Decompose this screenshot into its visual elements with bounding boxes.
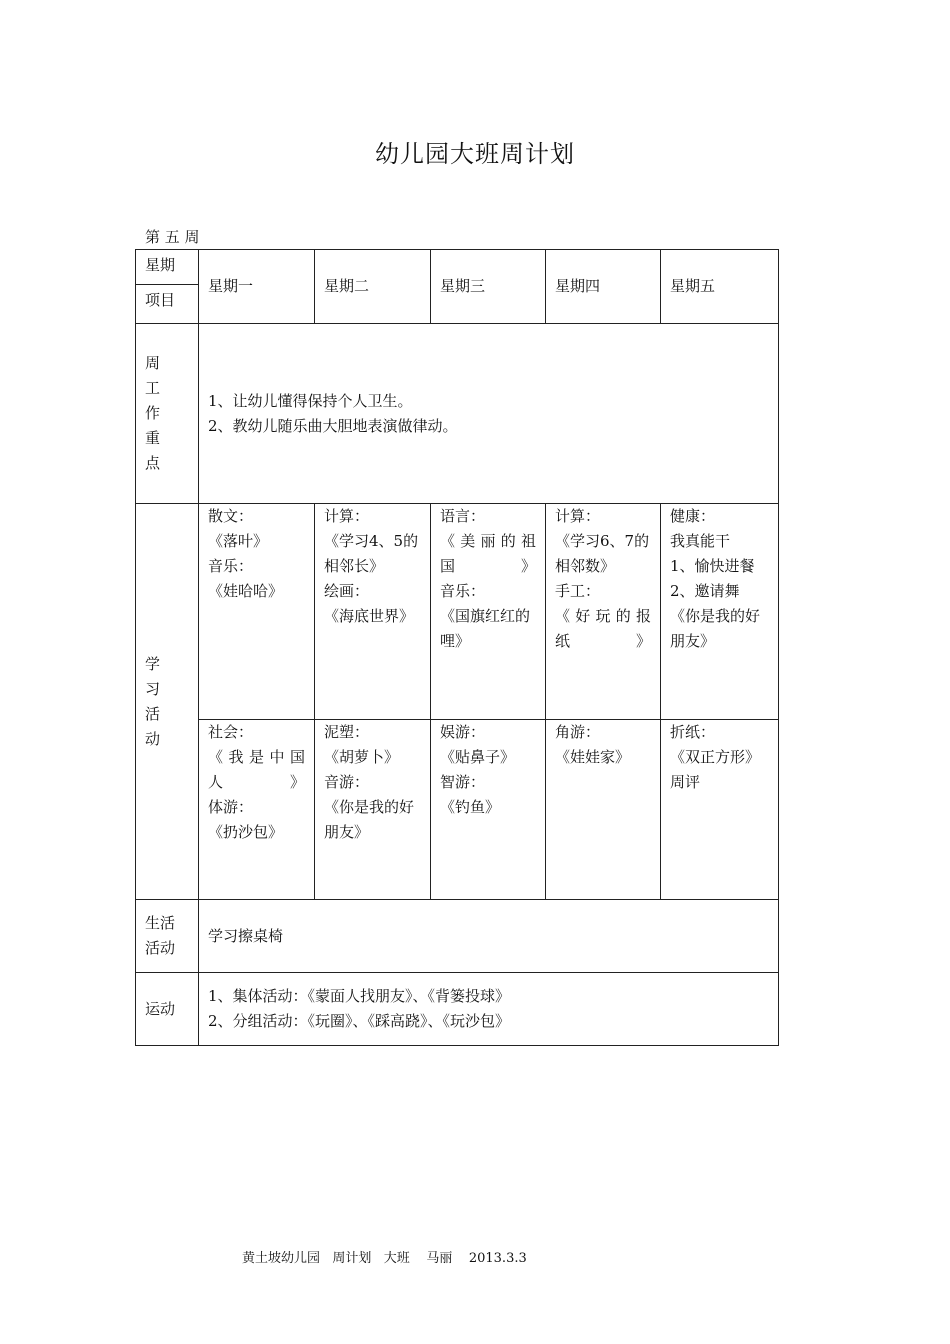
activity-line: 《我是中国人》 [208,748,305,791]
focus-line: 1、让幼儿懂得保持个人卫生。 [208,391,413,410]
focus-label-char: 重 [145,429,161,447]
focus-line: 2、教幼儿随乐曲大胆地表演做律动。 [208,416,458,435]
day-header-thu: 星期四 [546,250,661,324]
activity-line: 手工： [555,582,601,600]
focus-label-char: 作 [145,404,161,422]
study-row-1 [136,504,779,720]
activity-line: 语言： [440,507,486,525]
activity-line: 《扔沙包》 [208,823,284,841]
activity-line: 散文： [208,507,254,525]
life-content-cell: 学习擦桌椅 [199,900,779,973]
life-label-line: 活动 [145,939,176,957]
activity-line: 《娃娃家》 [555,748,631,766]
activity-line: 周评 [670,773,701,791]
document-title: 幼儿园大班周计划 [375,140,575,168]
activity-line: 折纸： [670,723,716,741]
activity-line: 泥塑： [324,723,370,741]
activity-line: 《国旗红红的哩》 [440,607,531,650]
focus-label-char: 工 [145,379,161,397]
study-cell-wed-2 [431,720,546,900]
activity-line: 音乐： [208,557,254,575]
activity-line: 1、愉快进餐 [670,557,755,575]
sport-line: 2、分组活动：《玩圈》、《踩高跷》、《玩沙包》 [208,1012,511,1030]
activity-line: 绘画： [324,582,370,600]
header-corner-cell [136,250,199,324]
focus-label-char: 周 [145,354,161,372]
activity-line: 《贴鼻子》 [440,748,516,766]
study-label-char: 动 [145,729,161,748]
study-label-char: 习 [145,679,161,698]
study-cell-wed-1 [431,504,546,720]
activity-line: 娱游： [440,723,486,741]
activity-line: 《胡萝卜》 [324,748,400,766]
study-cell-mon-2 [199,720,315,900]
week-label: 第 五 周 [145,228,200,246]
activity-line: 《落叶》 [208,532,269,550]
focus-label-char: 点 [145,454,161,472]
life-label-cell [136,900,199,973]
study-cell-fri-2 [661,720,779,900]
activity-line: 《钓鱼》 [440,798,501,816]
study-cell-mon-1 [199,504,315,720]
header-day-label: 星期 [136,250,198,285]
activity-line: 《海底世界》 [324,607,415,625]
header-row [136,250,779,324]
activity-line: 《美丽的祖国》 [440,532,536,575]
activity-line: 《学习6、7的相邻数》 [555,532,650,575]
activity-line: 《好玩的报纸》 [555,607,651,650]
study-label-char: 活 [145,704,161,723]
day-header-wed: 星期三 [431,250,546,324]
sport-row [136,973,779,1046]
study-cell-thu-2 [546,720,661,900]
day-header-tue: 星期二 [315,250,431,324]
activity-line: 体游： [208,798,254,816]
activity-line: 智游： [440,773,486,791]
focus-content-cell [199,324,779,504]
footer-signature: 黄土坡幼儿园 周计划 大班 马丽 2013.3.3 [242,1251,527,1266]
activity-line: 计算： [324,507,370,525]
day-header-mon: 星期一 [199,250,315,324]
study-cell-tue-2 [315,720,431,900]
activity-line: 社会： [208,723,254,741]
study-row-2 [136,720,779,900]
focus-label-cell [136,324,199,504]
study-label-char: 学 [145,654,161,673]
study-label-cell [136,504,199,900]
sport-line: 1、集体活动：《蒙面人找朋友》、《背篓投球》 [208,987,511,1005]
study-cell-tue-1 [315,504,431,720]
focus-row [136,324,779,504]
activity-line: 《娃哈哈》 [208,582,284,600]
activity-line: 《双正方形》 [670,748,761,766]
life-label-line: 生活 [145,914,176,932]
header-item-label: 项目 [145,291,176,309]
activity-line: 《学习4、5的相邻长》 [324,532,419,575]
day-header-fri: 星期五 [661,250,779,324]
life-row [136,900,779,973]
study-cell-fri-1 [661,504,779,720]
activity-line: 2、邀请舞 [670,582,740,600]
activity-line: 健康： [670,507,716,525]
sport-label-cell: 运动 [136,973,199,1046]
weekly-plan-table [135,249,779,1046]
activity-line: 计算： [555,507,601,525]
study-cell-thu-1 [546,504,661,720]
activity-line: 音乐： [440,582,486,600]
sport-content-cell [199,973,779,1046]
activity-line: 音游： [324,773,370,791]
activity-line: 《你是我的好朋友》 [324,798,415,841]
activity-line: 我真能干 [670,532,731,550]
activity-line: 角游： [555,723,601,741]
activity-line: 《你是我的好朋友》 [670,607,761,650]
